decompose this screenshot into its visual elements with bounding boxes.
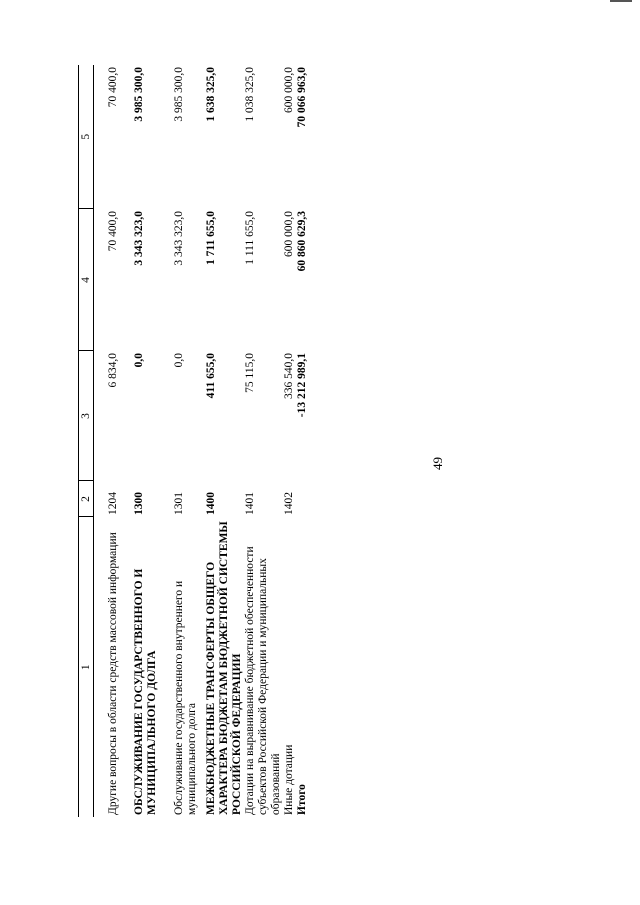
row-value-col4: 1 711 655,0 (205, 211, 217, 265)
row-value-col3: -13 212 989,1 (296, 353, 308, 418)
row-value-col5: 600 000,0 (283, 67, 295, 113)
row-value-col3: 75 115,0 (244, 353, 256, 393)
row-value-col3: 336 540,0 (283, 353, 295, 399)
row-value-col4: 3 343 323,0 (173, 211, 185, 266)
header-col-3: 3 (79, 351, 94, 481)
row-name: Итого (296, 784, 308, 815)
table-row (173, 65, 205, 817)
row-value-col4: 70 400,0 (107, 211, 119, 252)
row-value-col3: 0,0 (173, 353, 185, 368)
row-name: ОБСЛУЖИВАНИЕ ГОСУДАРСТВЕННОГО И МУНИЦИПАЛЬНОГО ДОЛГА (133, 568, 158, 815)
row-code: 1204 (107, 492, 119, 515)
row-value-col5: 3 985 300,0 (173, 67, 185, 122)
table-row (94, 65, 134, 817)
row-name: Другие вопросы в области средств массовой информации (107, 532, 119, 815)
table-row (283, 65, 296, 817)
header-row (79, 65, 94, 817)
header-col-2: 2 (79, 481, 94, 517)
row-code (296, 481, 309, 517)
row-name: Обслуживание государственного внутреннего и муниципального долга (173, 580, 198, 815)
row-name: Дотации на выравнивание бюджетной обеспеченности субъектов Российской Федерации и муниципальных образований (244, 546, 282, 815)
row-code: 1401 (244, 492, 256, 515)
row-value-col4: 1 111 655,0 (244, 211, 256, 265)
row-value-col4: 3 343 323,0 (133, 211, 145, 266)
header-col-4: 4 (79, 209, 94, 351)
total-row (296, 65, 309, 817)
row-value-col3: 411 655,0 (205, 353, 217, 399)
row-name: Иные дотации (283, 744, 295, 815)
table-row (133, 65, 173, 817)
row-value-col5: 70 400,0 (107, 67, 119, 108)
row-value-col5: 3 985 300,0 (133, 67, 145, 122)
row-value-col3: 0,0 (133, 353, 145, 368)
row-code: 1301 (173, 492, 185, 515)
row-code: 1300 (133, 492, 145, 515)
row-value-col5: 1 038 325,0 (244, 67, 256, 122)
table-row (205, 65, 244, 817)
row-value-col5: 1 638 325,0 (205, 67, 217, 122)
row-code: 1400 (205, 492, 217, 515)
header-col-5: 5 (79, 65, 94, 209)
page-number: 49 (430, 457, 445, 470)
table-row (244, 65, 283, 817)
row-value-col3: 6 834,0 (107, 353, 119, 388)
row-name: МЕЖБЮДЖЕТНЫЕ ТРАНСФЕРТЫ ОБЩЕГО ХАРАКТЕРА БЮДЖЕТАМ БЮДЖЕТНОЙ СИСТЕМЫ РОССИЙСКОЙ ФЕДЕРАЦИИ (205, 521, 243, 815)
budget-table (78, 65, 309, 817)
row-code: 1402 (283, 492, 295, 515)
header-col-1: 1 (79, 517, 94, 817)
row-value-col4: 60 860 629,3 (296, 211, 308, 272)
row-value-col4: 600 000,0 (283, 211, 295, 257)
row-value-col5: 70 066 963,0 (296, 67, 308, 128)
